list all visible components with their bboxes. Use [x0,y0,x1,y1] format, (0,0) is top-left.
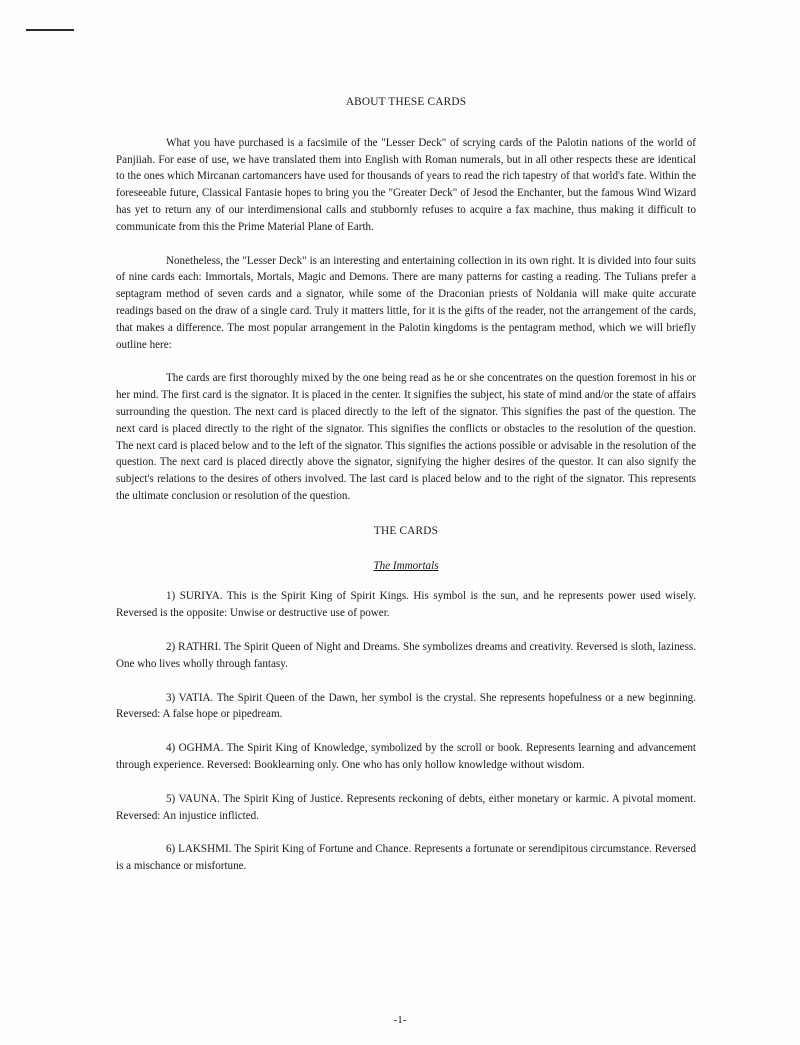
card-entry-rathri: 2) RATHRI. The Spirit Queen of Night and Dreams. She symbolizes dreams and creativity. Reversed is sloth, laziness. One who lives wholly through fantasy. [116,640,696,670]
page-heading: ABOUT THESE CARDS [345,96,467,108]
document-page [116,94,696,892]
card-list [116,588,696,875]
card-entry-oghma: 4) OGHMA. The Spirit King of Knowledge, symbolized by the scroll or book. Represents learning and advancement through experience. Reversed: Booklearning only. One who has only hollow knowledge without wisdom. [116,742,696,771]
deck-paragraph: Nonetheless, the "Lesser Deck" is an interesting and entertaining collection in its own right. It is divided into four suits of nine cards each: Immortals, Mortals, Magic and Demons. There are many patterns for casting a reading. The Tulians prefer a septagram method of seven cards and a signator, while some of the Draconian priests of Noldania will make quite accurate readings based on the draw of a single card. Truly it matters little, for it is the gifts of the reader, not the arrangement of the cards, that makes a difference. The most popular arrangement in the Palotin kingdoms is the pentagram method, which we will briefly outline here: [116,254,696,351]
corner-mark [26,29,74,31]
intro-paragraph: What you have purchased is a facsimile of the "Lesser Deck" of scrying cards of the Palotin nations of the world of Panjiiah. For ease of use, we have translated them into English with Roman numerals, but in all other respects these are identical to the ones which Mircanan cartomancers have used for thousands of years to read the rich tapestry of that world's fate. Within the foreseeable future, Classical Fantasie hopes to bring you the "Greater Deck" of Jesod the Enchanter, but the famous Wind Wizard has yet to return any of our interdimensional calls and stubbornly refuses to acquire a fax machine, thus making it difficult to communicate from this the Prime Material Plane of Earth. [116,136,696,233]
card-entry-suriya: 1) SURIYA. This is the Spirit King of Spirit Kings. His symbol is the sun, and he represents power used wisely. Reversed is the opposite: Unwise or destructive use of power. [116,590,696,620]
card-entry-vauna: 5) VAUNA. The Spirit King of Justice. Represents reckoning of debts, either monetary or karmic. A pivotal moment. Reversed: An injustice inflicted. [116,792,696,822]
card-entry-lakshmi: 6) LAKSHMI. The Spirit King of Fortune and Chance. Represents a fortunate or serendipitous circumstance. Reversed is a mischance or misfortune. [116,843,696,873]
page-number: -1- [393,1014,407,1026]
method-paragraph: The cards are first thoroughly mixed by the one being read as he or she concentrates on the question foremost in his or her mind. The first card is the signator. It is placed in the center. It signifies the subject, his state of mind and/or the state of affairs surrounding the question. The next card is placed directly to the left of the signator. This signifies the past of the question. The next card is placed directly to the right of the signator. This signifies the conflicts or obstacles to the resolution of the question. The next card is placed below and to the left of the signator. This signifies the actions possible or advisable in the resolution of the question. The next card is placed directly above the signator, signifying the higher desires of the questor. It can also signify the subject's relations to the desires of others involved. The last card is placed below and to the right of the signator. This represents the ultimate conclusion or resolution of the question. [116,372,696,502]
section-heading: THE CARDS [373,524,439,537]
subsection-heading: The Immortals [373,559,439,572]
card-entry-vatia: 3) VATIA. The Spirit Queen of the Dawn, her symbol is the crystal. She represents hopefulness or a new beginning. Reversed: A false hope or pipedream. [116,691,696,721]
